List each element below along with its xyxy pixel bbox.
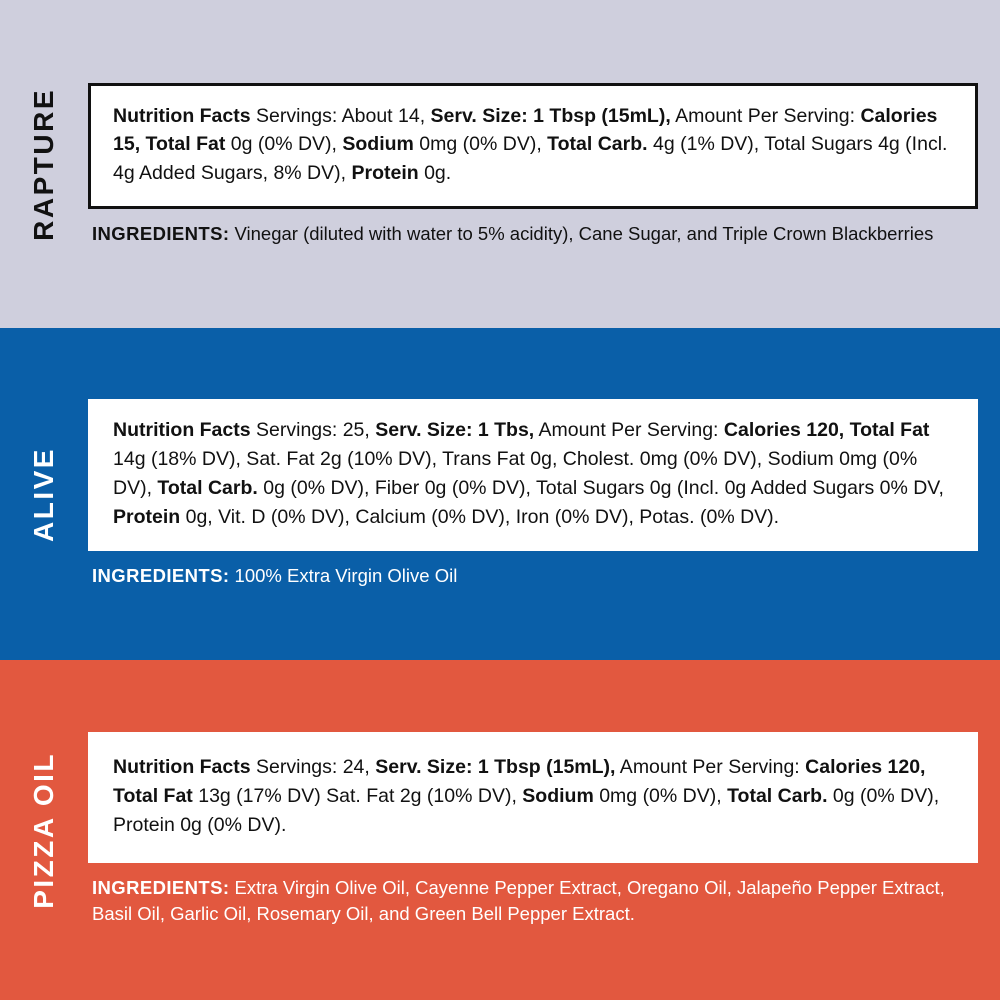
facts-segment: Protein bbox=[351, 162, 419, 185]
ingredients-label: INGREDIENTS: bbox=[92, 223, 230, 245]
facts-segment: 0mg (0% DV), bbox=[593, 785, 728, 808]
ingredients-label: INGREDIENTS: bbox=[92, 564, 230, 586]
panel-body bbox=[88, 0, 1000, 328]
panel-body bbox=[88, 660, 1000, 1000]
nutrition-facts-box bbox=[88, 399, 978, 550]
nutrition-facts-box bbox=[88, 732, 978, 863]
facts-segment: 0g, Vit. D (0% DV), Calcium (0% DV), Iron (0% DV), Potas. (0% DV). bbox=[180, 505, 780, 528]
product-name-text: PIZZA OIL bbox=[28, 751, 59, 909]
facts-segment: Nutrition Facts bbox=[113, 419, 251, 442]
facts-segment: Nutrition Facts bbox=[113, 104, 251, 127]
facts-segment: 13g (17% DV) Sat. Fat 2g (10% DV), bbox=[192, 785, 523, 808]
facts-segment: Servings: 25, bbox=[250, 419, 376, 442]
facts-segment: 0g. bbox=[418, 162, 452, 185]
ingredients-label: INGREDIENTS: bbox=[92, 877, 230, 899]
facts-segment: Protein bbox=[113, 505, 181, 528]
facts-segment: Sodium bbox=[342, 133, 414, 156]
facts-segment: Serv. Size: 1 Tbsp (15mL), bbox=[375, 756, 616, 779]
facts-segment: Total Carb. bbox=[157, 476, 258, 499]
facts-segment: Servings: 24, bbox=[250, 756, 376, 779]
facts-segment: Amount Per Serving: bbox=[670, 104, 861, 127]
facts-segment: Calories 15, Total Fat bbox=[113, 104, 938, 156]
facts-segment: 14g (18% DV), Sat. Fat 2g (10% DV), Trans Fat 0g, Cholest. 0mg (0% DV), Sodium 0mg (0% DV), bbox=[113, 448, 918, 499]
product-panel bbox=[0, 328, 1000, 660]
ingredients-line bbox=[88, 221, 978, 247]
nutrition-facts-text bbox=[113, 102, 955, 189]
product-name-vertical bbox=[0, 328, 88, 660]
facts-segment: Total Carb. bbox=[547, 133, 648, 156]
product-name-vertical bbox=[0, 660, 88, 1000]
facts-segment: 4g (1% DV), Total Sugars 4g (Incl. 4g Added Sugars, 8% DV), bbox=[113, 133, 948, 185]
facts-segment: 0g (0% DV), bbox=[225, 133, 343, 156]
product-name-text: ALIVE bbox=[28, 446, 59, 542]
facts-segment: Amount Per Serving: bbox=[615, 756, 806, 779]
ingredients-line bbox=[88, 563, 978, 589]
facts-segment: Nutrition Facts bbox=[113, 756, 251, 779]
product-name-vertical bbox=[0, 0, 88, 328]
product-panel bbox=[0, 0, 1000, 328]
facts-segment: Serv. Size: 1 Tbsp (15mL), bbox=[430, 104, 671, 127]
facts-segment: 0g (0% DV), Protein 0g (0% DV). bbox=[113, 785, 940, 837]
facts-segment: 0mg (0% DV), bbox=[413, 133, 548, 156]
ingredients-line bbox=[88, 875, 978, 928]
facts-segment: Serv. Size: 1 Tbs, bbox=[375, 419, 535, 442]
facts-segment: Total Carb. bbox=[727, 785, 828, 808]
facts-segment: Servings: About 14, bbox=[250, 104, 431, 127]
product-name-text: RAPTURE bbox=[28, 87, 59, 241]
nutrition-facts-text bbox=[113, 753, 955, 840]
facts-segment: Calories 120, Total Fat bbox=[723, 419, 930, 442]
panel-body bbox=[88, 328, 1000, 660]
facts-segment: Sodium bbox=[522, 785, 594, 808]
ingredients-text: Vinegar (diluted with water to 5% acidity), Cane Sugar, and Triple Crown Blackberries bbox=[229, 223, 934, 245]
facts-segment: Amount Per Serving: bbox=[534, 419, 724, 442]
facts-segment: 0g (0% DV), Fiber 0g (0% DV), Total Sugars 0g (Incl. 0g Added Sugars 0% DV, bbox=[257, 476, 944, 499]
ingredients-text: Extra Virgin Olive Oil, Cayenne Pepper Extract, Oregano Oil, Jalapeño Pepper Extract, Basil Oil, Garlic Oil, Rosemary Oil, and Green Bell Pepper Extract. bbox=[92, 877, 945, 925]
ingredients-text: 100% Extra Virgin Olive Oil bbox=[229, 564, 458, 586]
nutrition-facts-box bbox=[88, 83, 978, 210]
nutrition-facts-text bbox=[113, 416, 955, 531]
facts-segment: Calories 120, Total Fat bbox=[113, 756, 926, 808]
product-panel bbox=[0, 660, 1000, 1000]
